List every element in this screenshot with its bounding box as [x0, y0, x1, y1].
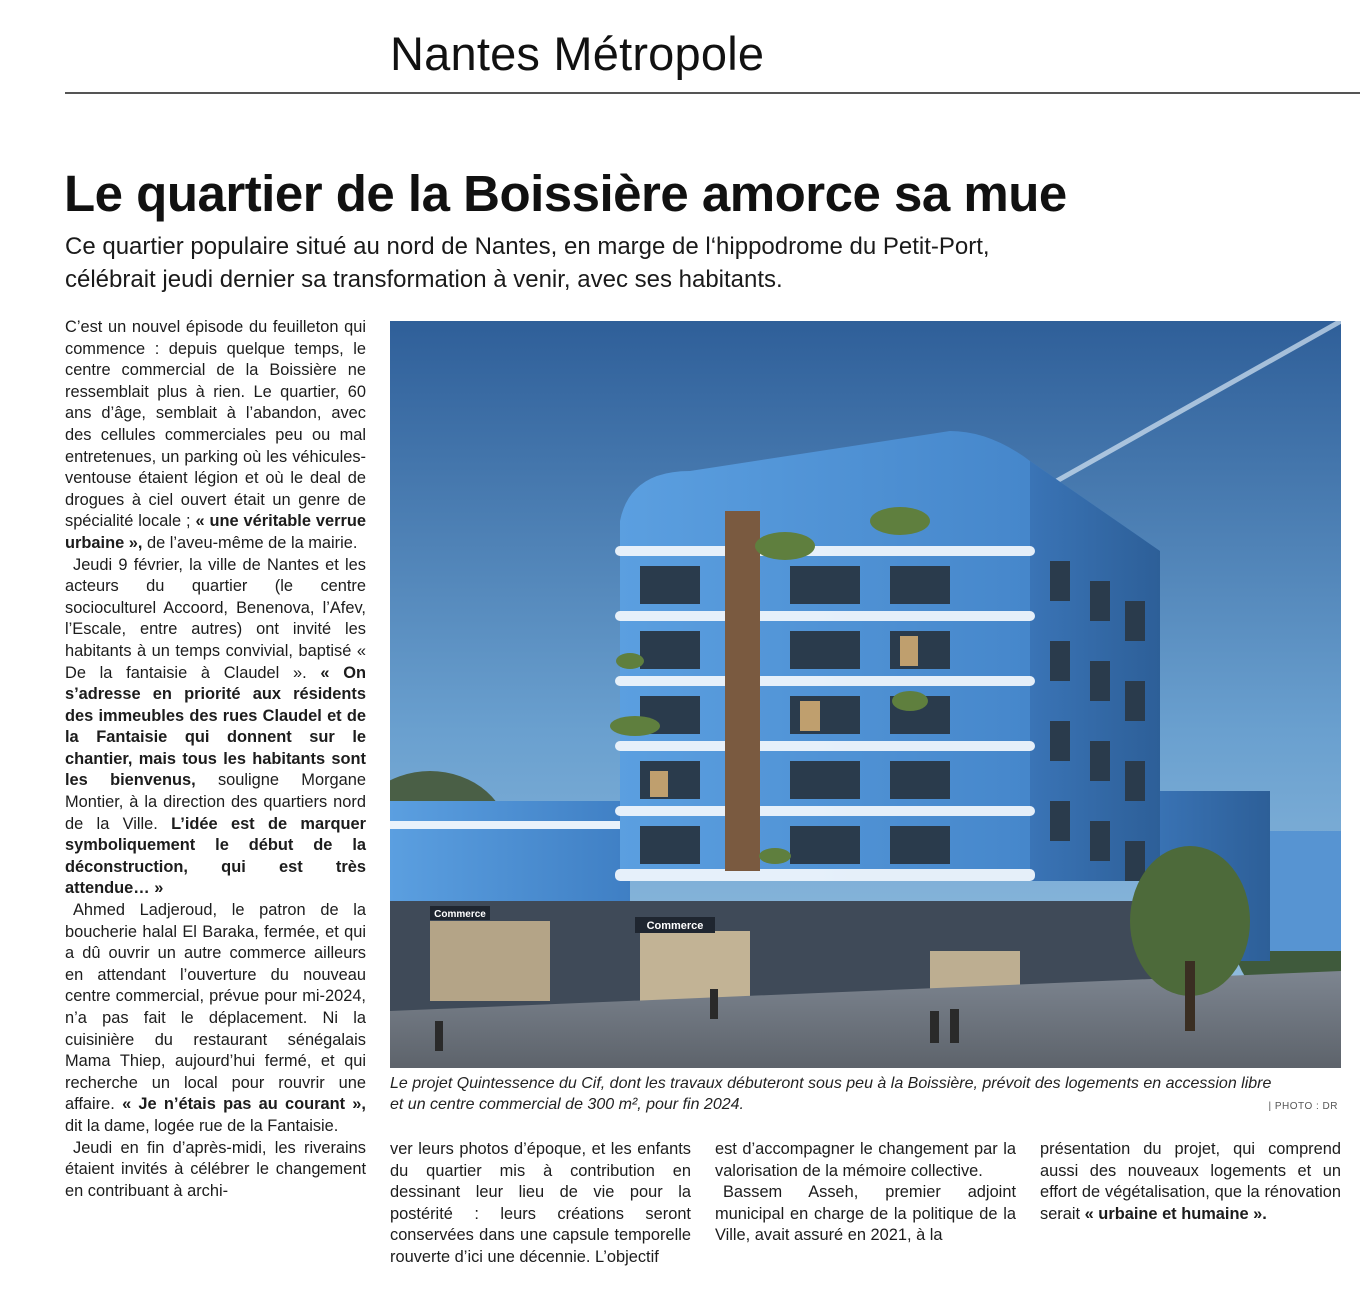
text-run: C’est un nouvel épisode du feuilleton qui commence : depuis quelque temps, le centre commercial de la Boissière ne ressemblait plus à rien. Le quartier, 60 ans d’âge, semblait à l’abandon, avec des cellules commerciales peu ou mal entretenues, un parking où les véhicules-ventouse étaient légion et où le deal de drogues à ciel ouvert était un genre de spécialité locale ; [65, 318, 366, 531]
paragraph: est d’accompagner le changement par la valorisation de la mémoire collective. [715, 1140, 1016, 1180]
photo-credit: | PHOTO : DR [1268, 1101, 1338, 1112]
standfirst-line-1: Ce quartier populaire situé au nord de Nantes, en marge de l‘hippodrome du Petit-Port, [65, 233, 990, 260]
text-run: dit la dame, logée rue de la Fantaisie. [65, 1116, 339, 1135]
paragraph-2 [65, 555, 366, 901]
sign-left: Commerce [434, 909, 486, 920]
section-title: Nantes Métropole [390, 27, 765, 80]
paragraph: Bassem Asseh, premier adjoint municipal en charge de la politique de la Ville, avait assuré en 2021, à la [715, 1183, 1016, 1245]
quote-run: « On s’adresse en priorité aux résidents des immeubles des rues Claudel et de la Fantaisie qui donnent sur le chantier, mais tous les habitants sont les bienvenus, [65, 663, 366, 790]
standfirst-line-2: célébrait jeudi dernier sa transformation à venir, avec ses habitants. [65, 266, 783, 293]
sign-right: Commerce [646, 920, 704, 932]
article-column-4 [1040, 1139, 1341, 1225]
paragraph-1 [65, 317, 366, 555]
caption-line-2: et un centre commercial de 300 m², pour fin 2024. [390, 1096, 744, 1113]
text-run: souligne Morgane Montier, à la direction des quartiers nord de la Ville. [65, 771, 366, 833]
standfirst [65, 230, 1325, 296]
paragraph: ver leurs photos d’époque, et les enfants du quartier mis à contribution en dessinant leur lieu de vie pour la postérité : leurs créations seront conservées dans une capsule temporelle rouverte d’ici une décennie. L’objectif [390, 1140, 691, 1266]
headline: Le quartier de la Boissière amorce sa mue [64, 165, 1067, 222]
paragraph-3 [65, 900, 366, 1138]
building-illustration [390, 321, 1341, 1068]
header-rule [65, 92, 1360, 94]
text-run: de l’aveu-même de la mairie. [142, 533, 358, 552]
paragraph [1040, 1139, 1341, 1225]
caption-line-1: Le projet Quintessence du Cif, dont les travaux débuteront sous peu à la Boissière, prévoit des logements en accession libre [390, 1075, 1272, 1092]
text-run: présentation du projet, qui comprend aussi des nouveaux logements et un effort de végétalisation, que la rénovation serait [1040, 1140, 1341, 1223]
article-column-3 [715, 1139, 1016, 1247]
article-column-1 [65, 317, 366, 1202]
text-run: Jeudi 9 février, la ville de Nantes et les acteurs du quartier (le centre socioculturel Accoord, Benenova, l’Afev, l’Escale, entre autres) ont invité les habitants à un temps convivial, baptisé « De la fantaisie à Claudel ». [65, 555, 366, 682]
quote-run: « une véritable verrue urbaine », [65, 512, 367, 552]
photo-caption [390, 1073, 1350, 1115]
quote-run: « Je n’étais pas au courant », [122, 1095, 366, 1114]
text-run: Ahmed Ladjeroud, le patron de la boucherie halal El Baraka, fermée, et qui a dû ouvrir un autre commerce ailleurs en attendant l’ouverture du nouveau centre commercial, prévue pour mi-2024, n’a pas fait le déplacement. Ni la cuisinière du restaurant sénégalais Mama Thiep, aujourd’hui fermé, et qui recherche un local pour rouvrir une affaire. [65, 901, 366, 1114]
quote-run: « urbaine et humaine ». [1084, 1204, 1267, 1223]
article-column-2 [390, 1139, 691, 1269]
building-photo [390, 321, 1341, 1068]
paragraph-4: Jeudi en fin d’après-midi, les riverains étaient invités à célébrer le changement en contribuant à archi- [65, 1138, 366, 1200]
quote-run: L’idée est de marquer symboliquement le début de la déconstruction, qui est très attendue… » [65, 814, 366, 898]
